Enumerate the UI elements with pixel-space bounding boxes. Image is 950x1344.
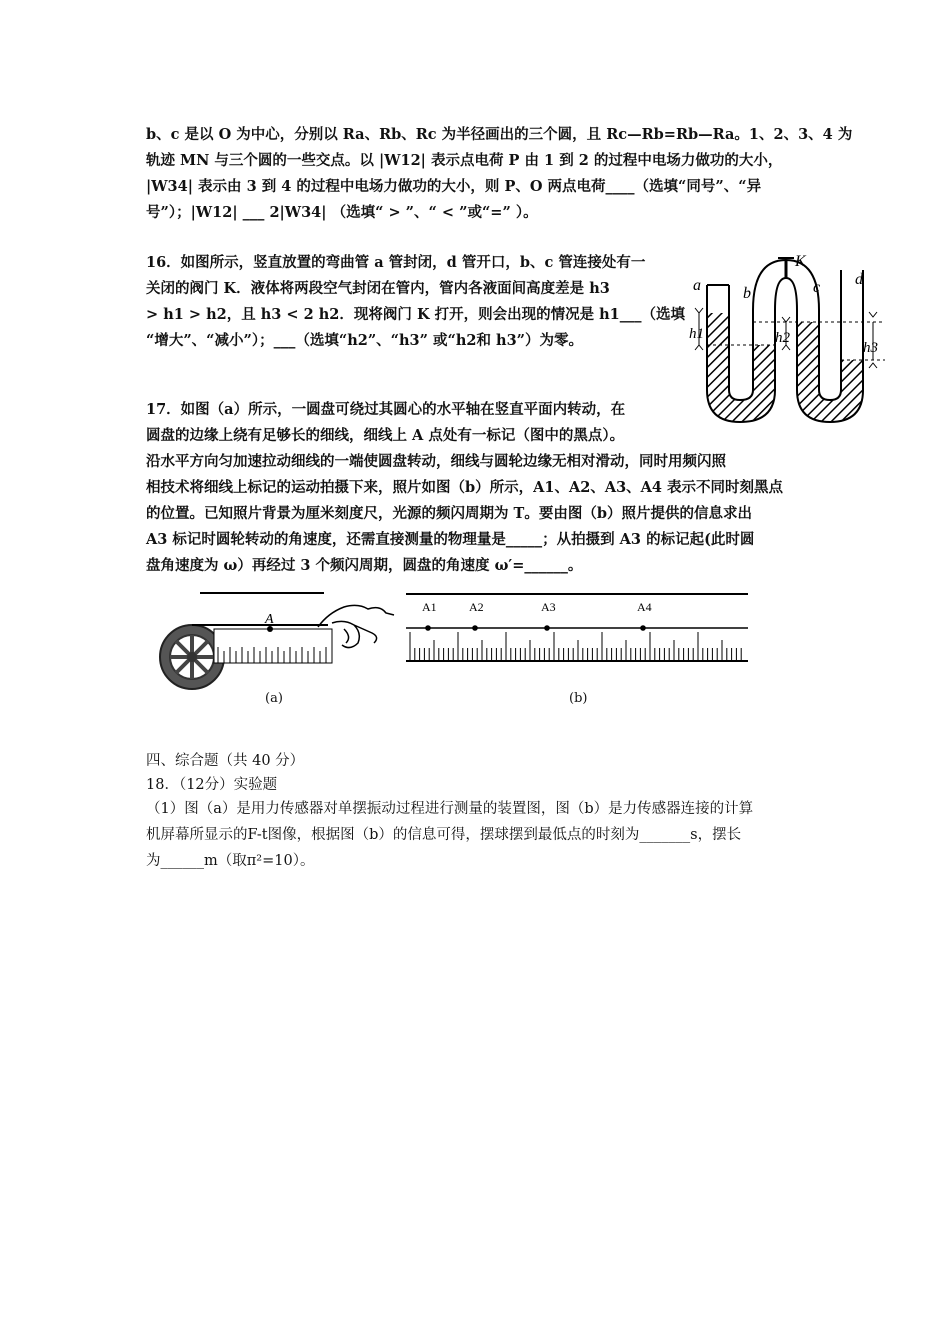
q18-text [146,796,753,874]
label-k: K [795,253,806,270]
label-point-a: A [265,612,274,627]
q15-line: b、c 是以 O 为中心，分别以 Ra、Rb、Rc 为半径画出的三个圆，且 Rc—Rb=Rb—Ra。1、2、3、4 为 [146,126,853,143]
q16-text [146,250,685,354]
q17-text [146,397,783,579]
q15-text [146,122,852,226]
label-b: b [743,285,751,302]
q17-line: 盘角速度为 ω）再经过 3 个频闪周期，圆盘的角速度 ω′=______。 [146,557,583,574]
point-a3-dot [544,625,550,631]
caption-b: (b) [569,691,588,706]
label-a: a [693,277,701,294]
label-a1: A1 [422,600,437,614]
caption-a: (a) [265,691,283,706]
q18-line: 为______m（取π²=10）。 [146,853,315,869]
liquid-right [797,322,863,422]
q15-line: 轨迹 MN 与三个圆的一些交点。以 |W12| 表示点电荷 P 由 1 到 2 的过程中电场力做功的大小， [146,152,783,169]
q18-line: （1）图（a）是用力传感器对单摆振动过程进行测量的装置图，图（b）是力传感器连接的计算 [146,801,754,817]
label-d: d [855,271,863,288]
q17-line: 17．如图（a）所示，一圆盘可绕过其圆心的水平轴在竖直平面内转动，在 [146,401,626,418]
section4-title: 四、综合题（共 40 分） [146,753,305,769]
label-c: c [813,279,821,296]
point-a1-dot [425,625,431,631]
label-a2: A2 [469,600,484,614]
q18-title: 18．（12分）实验题 [146,777,278,793]
q17-line: 沿水平方向匀加速拉动细线的一端使圆盘转动，细线与圆轮边缘无相对滑动，同时用频闪照 [146,453,726,470]
label-h2: h2 [775,330,790,346]
q18-line: 机屏幕所显示的F-t图像，根据图（b）的信息可得，摆球摆到最低点的时刻为_______s，摆长 [146,827,742,843]
label-a4: A4 [637,600,652,614]
point-a2-dot [472,625,478,631]
label-h1: h1 [689,326,704,342]
q15-line: 号”）；|W12| ___ 2|W34| （选填“ > ”、“ < ”或“=” ）。 [146,204,538,221]
label-h3: h3 [863,340,878,356]
q15-line: |W34| 表示由 3 到 4 的过程中电场力做功的大小，则 P、O 两点电荷____（选填“同号”、“异 [146,178,762,195]
label-a3: A3 [541,600,556,614]
figure-b-ruler [400,588,754,668]
q16-line: 关闭的阀门 K．液体将两段空气封闭在管内，管内各液面间高度差是 h3 [146,280,610,297]
q17-line: 的位置。已知照片背景为厘米刻度尺，光源的频闪周期为 T。要由图（b）照片提供的信息求出 [146,505,752,522]
q16-line: “增大”、“减小”）；___（选填“h2”、“h3” 或“h2和 h3”）为零。 [146,332,584,349]
q17-line: 圆盘的边缘上绕有足够长的细线，细线上 A 点处有一标记（图中的黑点）。 [146,427,625,444]
figure-a-disc [158,585,398,695]
q16-line: > h1 > h2，且 h3 < 2 h2．现将阀门 K 打开，则会出现的情况是 h1___（选填 [146,306,686,323]
q17-line: 相技术将细线上标记的运动拍摄下来，照片如图（b）所示，A1、A2、A3、A4 表示不同时刻黑点 [146,479,784,496]
q17-line: A3 标记时圆轮转动的角速度，还需直接测量的物理量是_____；从拍摄到 A3 的标记起(此时圆 [146,531,755,548]
point-a4-dot [640,625,646,631]
q16-line: 16．如图所示，竖直放置的弯曲管 a 管封闭，d 管开口，b、c 管连接处有一 [146,254,646,271]
